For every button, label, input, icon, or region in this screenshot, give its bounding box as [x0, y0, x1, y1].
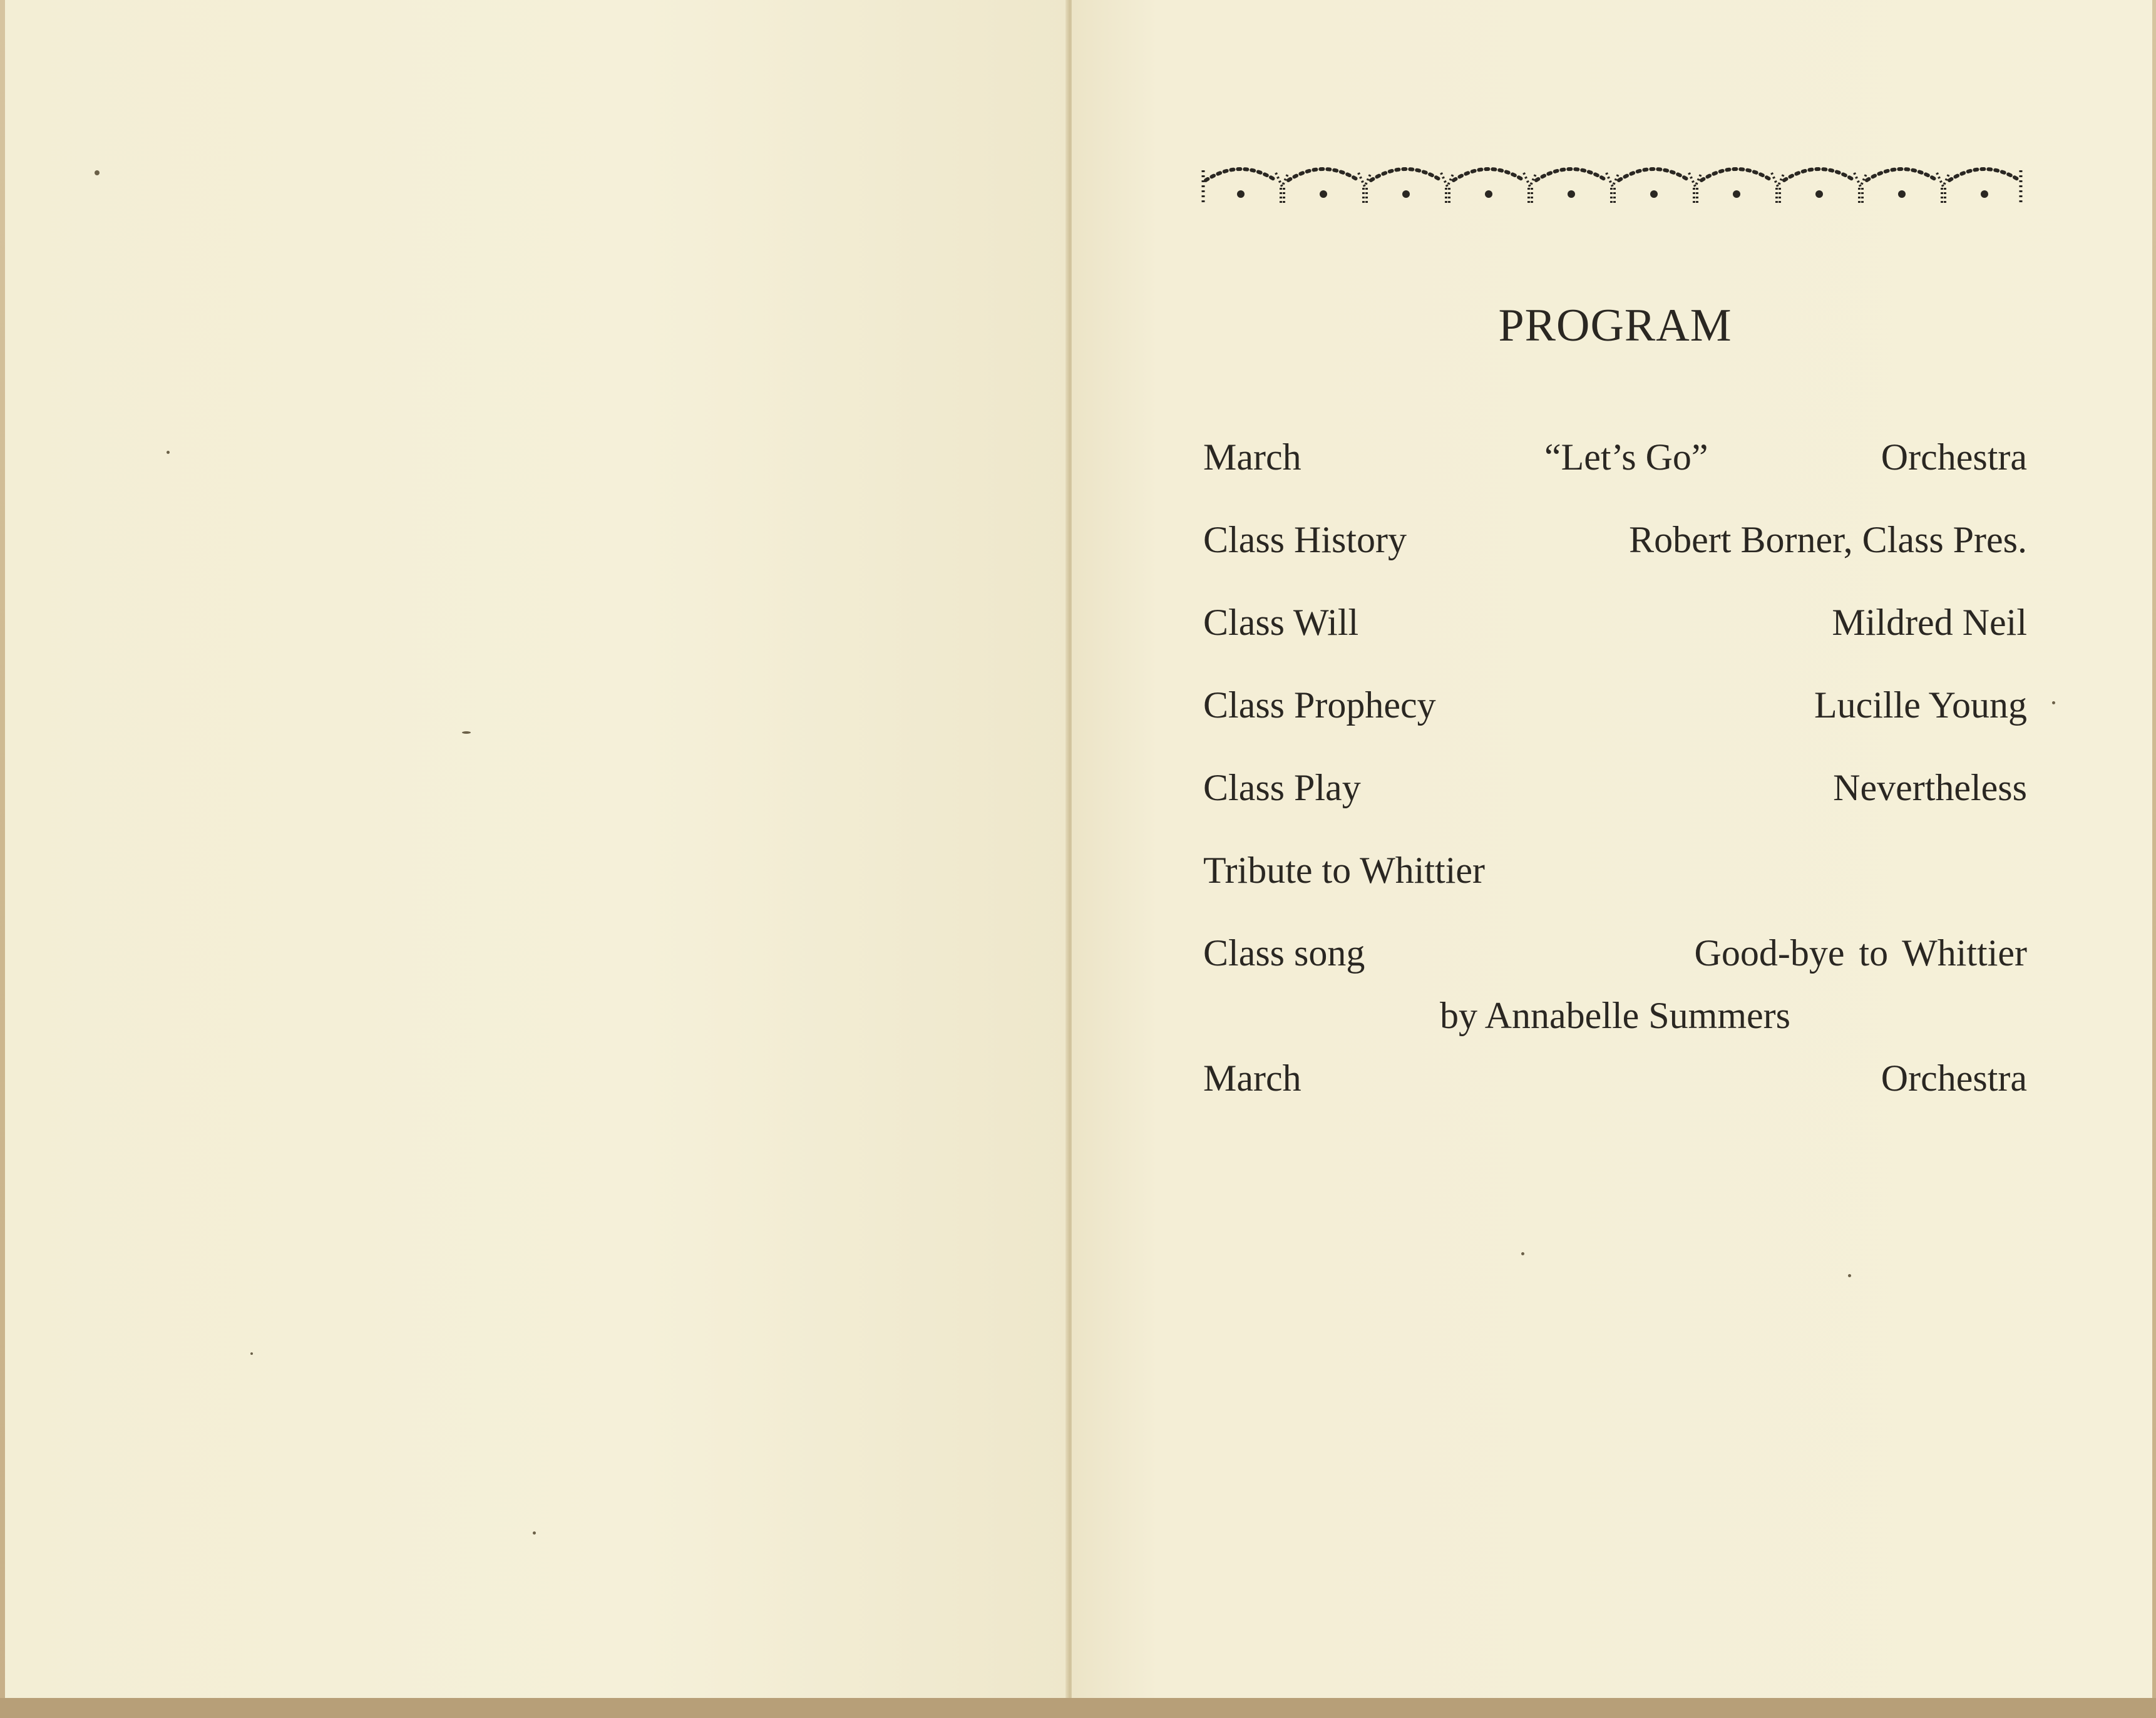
paper-speck: [2052, 701, 2055, 704]
program-item-performer: Orchestra: [1881, 436, 2027, 478]
program-row: [1203, 432, 2027, 482]
program-item-performer: Nevertheless: [1833, 767, 2027, 808]
program-item-name: March: [1203, 1057, 1301, 1099]
program-row: [1203, 515, 2027, 565]
program-row: [1203, 845, 2027, 895]
paper-speck: [1848, 1274, 1851, 1277]
program-row: [1203, 763, 2027, 813]
program-item-credit: by Annabelle Summers: [1440, 995, 1790, 1036]
paper-speck: [1521, 1252, 1524, 1255]
program-row: [1203, 928, 2027, 978]
program-item-performer: Lucille Young: [1814, 684, 2027, 726]
paper-speck: [462, 731, 471, 734]
paper-speck: [533, 1531, 536, 1535]
scan-bottom-edge: [0, 1698, 2156, 1718]
paper-speck: [250, 1352, 253, 1355]
program-item-name: March: [1203, 436, 1301, 478]
program-item-name: Class Will: [1203, 602, 1359, 643]
program-item-performer: Orchestra: [1881, 1057, 2027, 1099]
program-item-name: Class Play: [1203, 767, 1361, 808]
program-item-name: Class Prophecy: [1203, 684, 1436, 726]
program-title: PROGRAM: [1498, 300, 1732, 351]
program-item-name: Class song: [1203, 932, 1365, 974]
program-row: [1203, 1053, 2027, 1103]
program-item-title: “Let’s Go”: [1544, 436, 1708, 478]
program-item-performer: Good-bye to Whittier: [1694, 932, 2027, 974]
program-row: [1203, 680, 2027, 730]
paper-speck: [167, 451, 170, 454]
scalloped-border-ornament-icon: [1199, 162, 2026, 209]
program-item-performer: Robert Borner, Class Pres.: [1629, 519, 2027, 560]
left-blank-page: [5, 0, 1069, 1703]
program-item-performer: Mildred Neil: [1832, 602, 2027, 643]
program-row: [1203, 597, 2027, 647]
program-item-name: Class History: [1203, 519, 1407, 560]
program-row: [1203, 990, 2027, 1041]
program-item-name: Tribute to Whittier: [1203, 850, 1485, 891]
paper-speck: [95, 170, 100, 175]
